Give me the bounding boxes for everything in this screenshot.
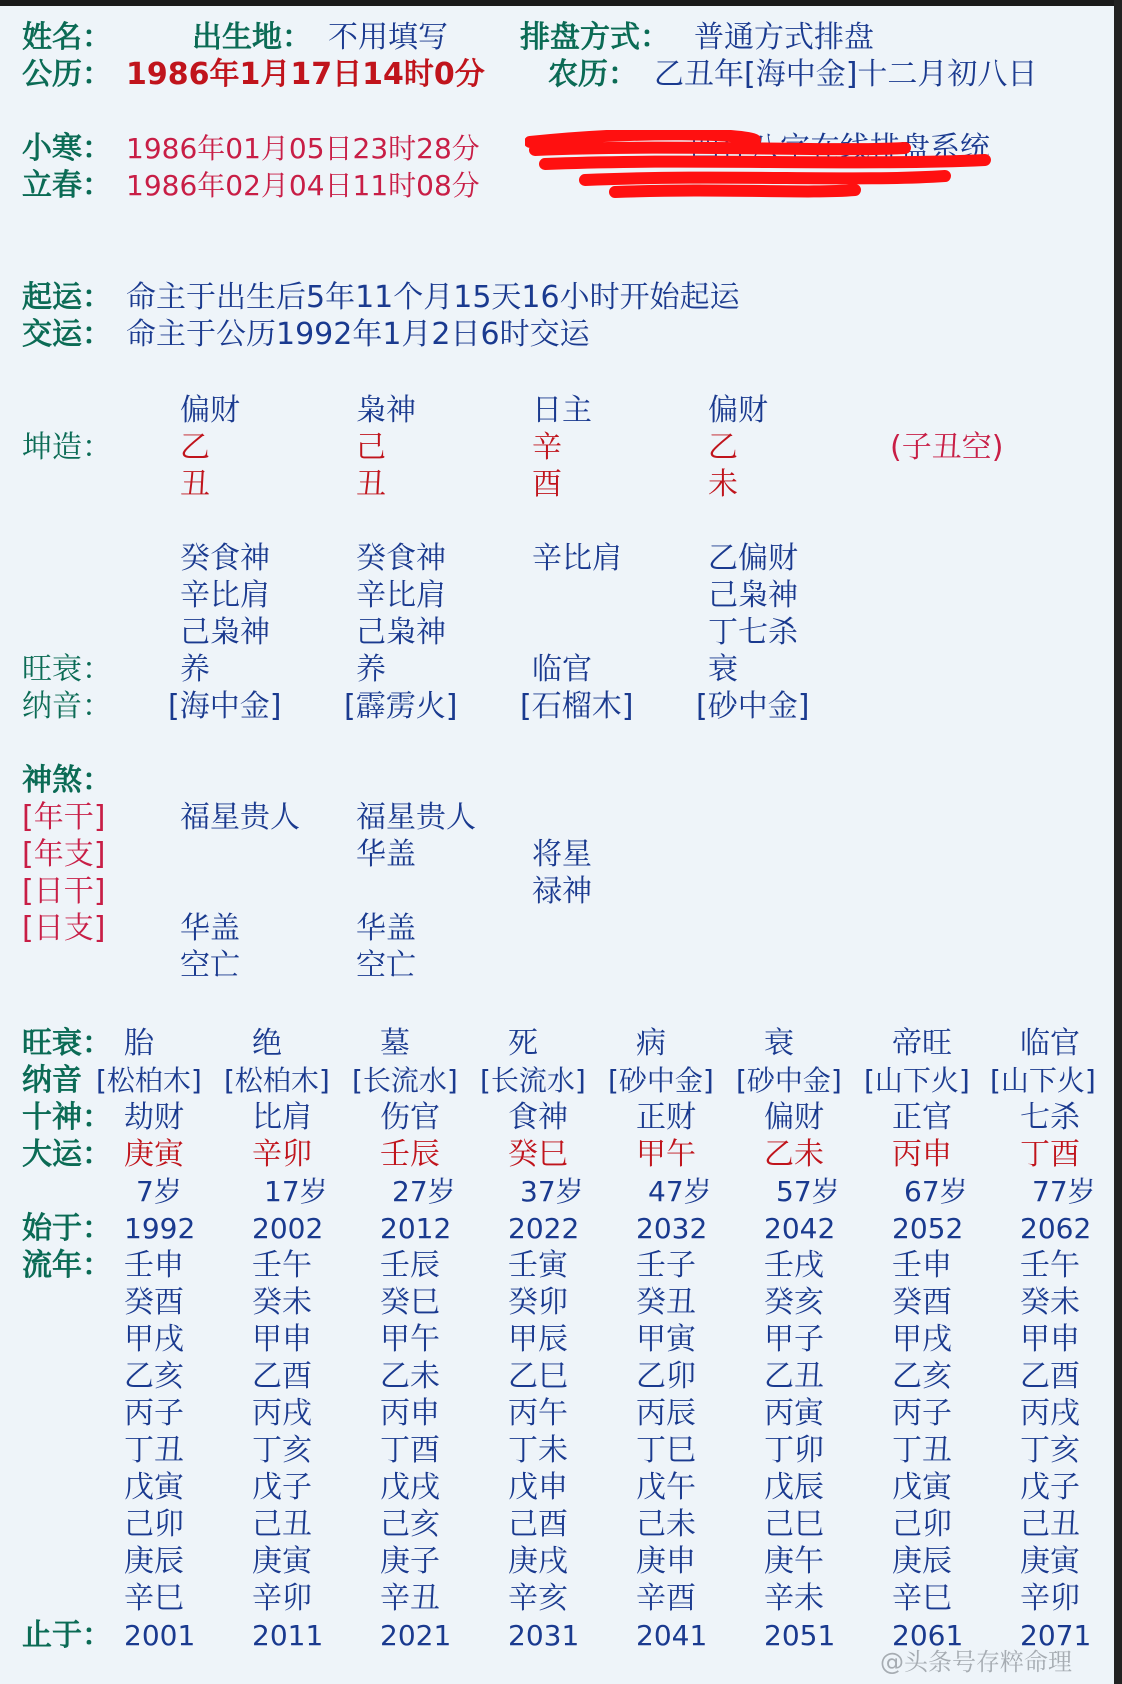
hidden-stem: 癸食神 [356, 541, 446, 576]
dayun-nayin-cell: [长流水] [480, 1064, 586, 1097]
liunian-cell: 壬申 [892, 1248, 952, 1283]
liunian-label: 流年： [22, 1248, 112, 1283]
dayun-wangshuai-cell: 帝旺 [892, 1026, 952, 1061]
liunian-cell: 癸丑 [636, 1285, 696, 1320]
dayun-start-year: 2012 [380, 1212, 452, 1245]
pillar-ten-god: 日主 [532, 393, 592, 428]
liunian-cell: 癸未 [1020, 1285, 1080, 1320]
liunian-cell: 癸未 [252, 1285, 312, 1320]
liunian-cell: 庚辰 [892, 1544, 952, 1579]
liunian-cell: 丁丑 [124, 1433, 184, 1468]
dayun-wangshuai-cell: 衰 [764, 1026, 794, 1061]
dayun-nayin-cell: [松柏木] [96, 1064, 202, 1097]
dayun-nayin-cell: [长流水] [352, 1064, 458, 1097]
liunian-cell: 庚寅 [1020, 1544, 1080, 1579]
shensha-item: 华盖 [180, 911, 240, 946]
method-value: 普通方式排盘 [694, 20, 874, 55]
pillar-nayin: [砂中金] [696, 689, 810, 724]
liunian-cell: 丁亥 [252, 1433, 312, 1468]
dayun-nayin-label: 纳音 [22, 1063, 82, 1098]
liunian-cell: 己卯 [892, 1507, 952, 1542]
dayun-nayin-cell: [松柏木] [224, 1064, 330, 1097]
lichun-value: 1986年02月04日11时08分 [126, 169, 480, 202]
dayun-pillar-cell: 甲午 [636, 1137, 696, 1172]
liunian-cell: 乙丑 [764, 1359, 824, 1394]
method-label: 排盘方式： [520, 20, 670, 55]
shensha-label: 神煞： [22, 763, 112, 798]
dayun-end-year: 2021 [380, 1619, 452, 1652]
liunian-cell: 乙未 [380, 1359, 440, 1394]
wangshuai-label: 旺衰： [22, 652, 112, 687]
liunian-cell: 壬子 [636, 1248, 696, 1283]
xiaohan-label: 小寒： [22, 131, 112, 166]
liunian-cell: 甲戌 [892, 1322, 952, 1357]
right-window-edge [1114, 0, 1122, 1684]
dayun-nayin-cell: [砂中金] [608, 1064, 714, 1097]
liunian-cell: 甲申 [1020, 1322, 1080, 1357]
pillar-stem: 己 [356, 430, 386, 465]
shensha-item: 将星 [532, 837, 592, 872]
liunian-cell: 庚子 [380, 1544, 440, 1579]
liunian-cell: 辛卯 [1020, 1581, 1080, 1616]
dayun-start-year: 2062 [1020, 1212, 1092, 1245]
dayun-pillar-cell: 丙申 [892, 1137, 952, 1172]
pillar-branch: 酉 [532, 467, 562, 502]
pillar-branch: 未 [708, 467, 738, 502]
liunian-cell: 癸酉 [892, 1285, 952, 1320]
pillar-ten-god: 枭神 [356, 393, 416, 428]
hidden-stem: 癸食神 [180, 541, 270, 576]
hidden-stem: 己枭神 [356, 615, 446, 650]
liunian-cell: 戊辰 [764, 1470, 824, 1505]
liunian-cell: 丙子 [124, 1396, 184, 1431]
liunian-cell: 癸卯 [508, 1285, 568, 1320]
dayun-age-cell: 67岁 [904, 1175, 968, 1208]
liunian-cell: 戊寅 [124, 1470, 184, 1505]
liunian-cell: 壬戌 [764, 1248, 824, 1283]
dayun-end-year: 2031 [508, 1619, 580, 1652]
dayun-age-cell: 37岁 [520, 1175, 584, 1208]
liunian-cell: 辛卯 [252, 1581, 312, 1616]
liunian-cell: 庚寅 [252, 1544, 312, 1579]
liunian-cell: 乙亥 [892, 1359, 952, 1394]
liunian-cell: 辛亥 [508, 1581, 568, 1616]
qiyun-label: 起运： [22, 280, 112, 315]
pillar-nayin: [霹雳火] [344, 689, 458, 724]
birthplace-value: 不用填写 [328, 20, 448, 55]
pillar-nayin: [海中金] [168, 689, 282, 724]
liunian-cell: 己酉 [508, 1507, 568, 1542]
liunian-cell: 乙巳 [508, 1359, 568, 1394]
liunian-cell: 壬寅 [508, 1248, 568, 1283]
liunian-cell: 甲寅 [636, 1322, 696, 1357]
solar-label: 公历： [22, 57, 112, 92]
dayun-age-cell: 57岁 [776, 1175, 840, 1208]
dayun-end-year: 2051 [764, 1619, 836, 1652]
dayun-pillar-cell: 癸巳 [508, 1137, 568, 1172]
birthplace-label: 出生地： [192, 20, 312, 55]
liunian-cell: 丙辰 [636, 1396, 696, 1431]
dayun-age-cell: 47岁 [648, 1175, 712, 1208]
hidden-stem: 辛比肩 [356, 578, 446, 613]
pillar-ten-god: 偏财 [708, 393, 768, 428]
dayun-end-year: 2011 [252, 1619, 324, 1652]
dayun-end-year: 2001 [124, 1619, 196, 1652]
liunian-cell: 己亥 [380, 1507, 440, 1542]
dayun-wangshuai-cell: 墓 [380, 1026, 410, 1061]
liunian-cell: 乙亥 [124, 1359, 184, 1394]
dayun-age-cell: 17岁 [264, 1175, 328, 1208]
liunian-cell: 乙酉 [252, 1359, 312, 1394]
dayun-start-label: 始于： [22, 1211, 112, 1246]
liunian-cell: 戊申 [508, 1470, 568, 1505]
dayun-wangshuai-label: 旺衰： [22, 1026, 112, 1061]
hidden-stem: 己枭神 [180, 615, 270, 650]
dayun-end-year: 2071 [1020, 1619, 1092, 1652]
liunian-cell: 戊戌 [380, 1470, 440, 1505]
liunian-cell: 庚午 [764, 1544, 824, 1579]
liunian-cell: 壬午 [252, 1248, 312, 1283]
xiaohan-value: 1986年01月05日23时28分 [126, 132, 480, 165]
liunian-cell: 甲辰 [508, 1322, 568, 1357]
shensha-item: 福星贵人 [356, 800, 476, 835]
hidden-stem: 己枭神 [708, 578, 798, 613]
liunian-cell: 己未 [636, 1507, 696, 1542]
liunian-cell: 己卯 [124, 1507, 184, 1542]
liunian-cell: 癸巳 [380, 1285, 440, 1320]
dayun-shishen-cell: 食神 [508, 1100, 568, 1135]
shensha-row-label: [年支] [22, 837, 106, 872]
lunar-date-value: 乙丑年[海中金]十二月初八日 [654, 57, 1038, 92]
solar-date-value: 1986年1月17日14时0分 [126, 57, 485, 92]
liunian-cell: 庚戌 [508, 1544, 568, 1579]
liunian-cell: 戊子 [252, 1470, 312, 1505]
qiyun-value: 命主于出生后5年11个月15天16小时开始起运 [126, 280, 740, 315]
name-label: 姓名： [22, 20, 112, 55]
dayun-start-year: 2052 [892, 1212, 964, 1245]
dayun-start-year: 2022 [508, 1212, 580, 1245]
liunian-cell: 甲戌 [124, 1322, 184, 1357]
hidden-stem: 辛比肩 [532, 541, 622, 576]
liunian-cell: 丙戌 [1020, 1396, 1080, 1431]
liunian-cell: 丙子 [892, 1396, 952, 1431]
pillar-ten-god: 偏财 [180, 393, 240, 428]
liunian-cell: 乙酉 [1020, 1359, 1080, 1394]
liunian-cell: 己丑 [252, 1507, 312, 1542]
dayun-start-year: 1992 [124, 1212, 196, 1245]
dayun-age-cell: 7岁 [136, 1175, 182, 1208]
liunian-cell: 戊寅 [892, 1470, 952, 1505]
liunian-cell: 丁卯 [764, 1433, 824, 1468]
liunian-cell: 壬辰 [380, 1248, 440, 1283]
dayun-start-year: 2042 [764, 1212, 836, 1245]
dayun-wangshuai-cell: 死 [508, 1026, 538, 1061]
dayun-age-cell: 27岁 [392, 1175, 456, 1208]
dayun-start-year: 2032 [636, 1212, 708, 1245]
shensha-item: 福星贵人 [180, 800, 300, 835]
dayun-pillar-cell: 乙未 [764, 1137, 824, 1172]
pillar-nayin: [石榴木] [520, 689, 634, 724]
liunian-cell: 己丑 [1020, 1507, 1080, 1542]
shensha-item: 华盖 [356, 837, 416, 872]
liunian-cell: 丁丑 [892, 1433, 952, 1468]
dayun-start-year: 2002 [252, 1212, 324, 1245]
system-title: 四柱八字在线排盘系统 [690, 131, 990, 166]
liunian-cell: 丙午 [508, 1396, 568, 1431]
liunian-cell: 辛巳 [892, 1581, 952, 1616]
shensha-row-label: [年干] [22, 800, 106, 835]
dayun-nayin-cell: [山下火] [990, 1064, 1096, 1097]
pillar-branch: 丑 [180, 467, 210, 502]
liunian-cell: 丙戌 [252, 1396, 312, 1431]
liunian-cell: 丁酉 [380, 1433, 440, 1468]
dayun-shishen-cell: 比肩 [252, 1100, 312, 1135]
dayun-shishen-cell: 伤官 [380, 1100, 440, 1135]
jiaoyun-value: 命主于公历1992年1月2日6时交运 [126, 317, 590, 352]
top-window-edge [0, 0, 1122, 6]
shensha-item: 空亡 [180, 948, 240, 983]
pillar-branch: 丑 [356, 467, 386, 502]
pillar-stem: 辛 [532, 430, 562, 465]
liunian-cell: 辛巳 [124, 1581, 184, 1616]
liunian-cell: 甲午 [380, 1322, 440, 1357]
watermark: @头条号存粹命理 [880, 1648, 1072, 1676]
liunian-cell: 丙寅 [764, 1396, 824, 1431]
shensha-item: 华盖 [356, 911, 416, 946]
pillar-stem: 乙 [180, 430, 210, 465]
pillar-wangshuai: 临官 [532, 652, 592, 687]
nayin-label: 纳音： [22, 689, 112, 724]
liunian-cell: 庚申 [636, 1544, 696, 1579]
liunian-cell: 己巳 [764, 1507, 824, 1542]
pillar-wangshuai: 衰 [708, 652, 738, 687]
liunian-cell: 戊子 [1020, 1470, 1080, 1505]
liunian-cell: 丁未 [508, 1433, 568, 1468]
liunian-cell: 丁亥 [1020, 1433, 1080, 1468]
redaction-scribble [525, 130, 995, 202]
dayun-shishen-cell: 正官 [892, 1100, 952, 1135]
dayun-label: 大运： [22, 1137, 112, 1172]
liunian-cell: 甲子 [764, 1322, 824, 1357]
pillar-wangshuai: 养 [180, 652, 210, 687]
liunian-cell: 甲申 [252, 1322, 312, 1357]
dayun-shishen-label: 十神： [22, 1100, 112, 1135]
liunian-cell: 丙申 [380, 1396, 440, 1431]
dayun-pillar-cell: 庚寅 [124, 1137, 184, 1172]
void-note: (子丑空) [890, 430, 1004, 465]
pillar-wangshuai: 养 [356, 652, 386, 687]
liunian-cell: 乙卯 [636, 1359, 696, 1394]
dayun-pillar-cell: 壬辰 [380, 1137, 440, 1172]
dayun-age-cell: 77岁 [1032, 1175, 1096, 1208]
liunian-cell: 辛丑 [380, 1581, 440, 1616]
liunian-cell: 壬午 [1020, 1248, 1080, 1283]
dayun-shishen-cell: 劫财 [124, 1100, 184, 1135]
dayun-wangshuai-cell: 病 [636, 1026, 666, 1061]
lichun-label: 立春： [22, 168, 112, 203]
liunian-cell: 癸亥 [764, 1285, 824, 1320]
lunar-label: 农历： [548, 57, 638, 92]
dayun-nayin-cell: [山下火] [864, 1064, 970, 1097]
hidden-stem: 乙偏财 [708, 541, 798, 576]
dayun-shishen-cell: 偏财 [764, 1100, 824, 1135]
dayun-end-label: 止于： [22, 1618, 112, 1653]
liunian-cell: 辛未 [764, 1581, 824, 1616]
dayun-pillar-cell: 辛卯 [252, 1137, 312, 1172]
shensha-row-label: [日干] [22, 874, 106, 909]
shensha-item: 空亡 [356, 948, 416, 983]
dayun-end-year: 2061 [892, 1619, 964, 1652]
dayun-shishen-cell: 七杀 [1020, 1100, 1080, 1135]
pillar-stem: 乙 [708, 430, 738, 465]
dayun-shishen-cell: 正财 [636, 1100, 696, 1135]
kunzao-label: 坤造： [22, 430, 112, 465]
liunian-cell: 癸酉 [124, 1285, 184, 1320]
dayun-wangshuai-cell: 绝 [252, 1026, 282, 1061]
shensha-row-label: [日支] [22, 911, 106, 946]
liunian-cell: 戊午 [636, 1470, 696, 1505]
liunian-cell: 丁巳 [636, 1433, 696, 1468]
jiaoyun-label: 交运： [22, 317, 112, 352]
shensha-item: 禄神 [532, 874, 592, 909]
dayun-wangshuai-cell: 临官 [1020, 1026, 1080, 1061]
dayun-pillar-cell: 丁酉 [1020, 1137, 1080, 1172]
hidden-stem: 辛比肩 [180, 578, 270, 613]
liunian-cell: 庚辰 [124, 1544, 184, 1579]
liunian-cell: 壬申 [124, 1248, 184, 1283]
dayun-wangshuai-cell: 胎 [124, 1026, 154, 1061]
dayun-nayin-cell: [砂中金] [736, 1064, 842, 1097]
liunian-cell: 辛酉 [636, 1581, 696, 1616]
hidden-stem: 丁七杀 [708, 615, 798, 650]
dayun-end-year: 2041 [636, 1619, 708, 1652]
